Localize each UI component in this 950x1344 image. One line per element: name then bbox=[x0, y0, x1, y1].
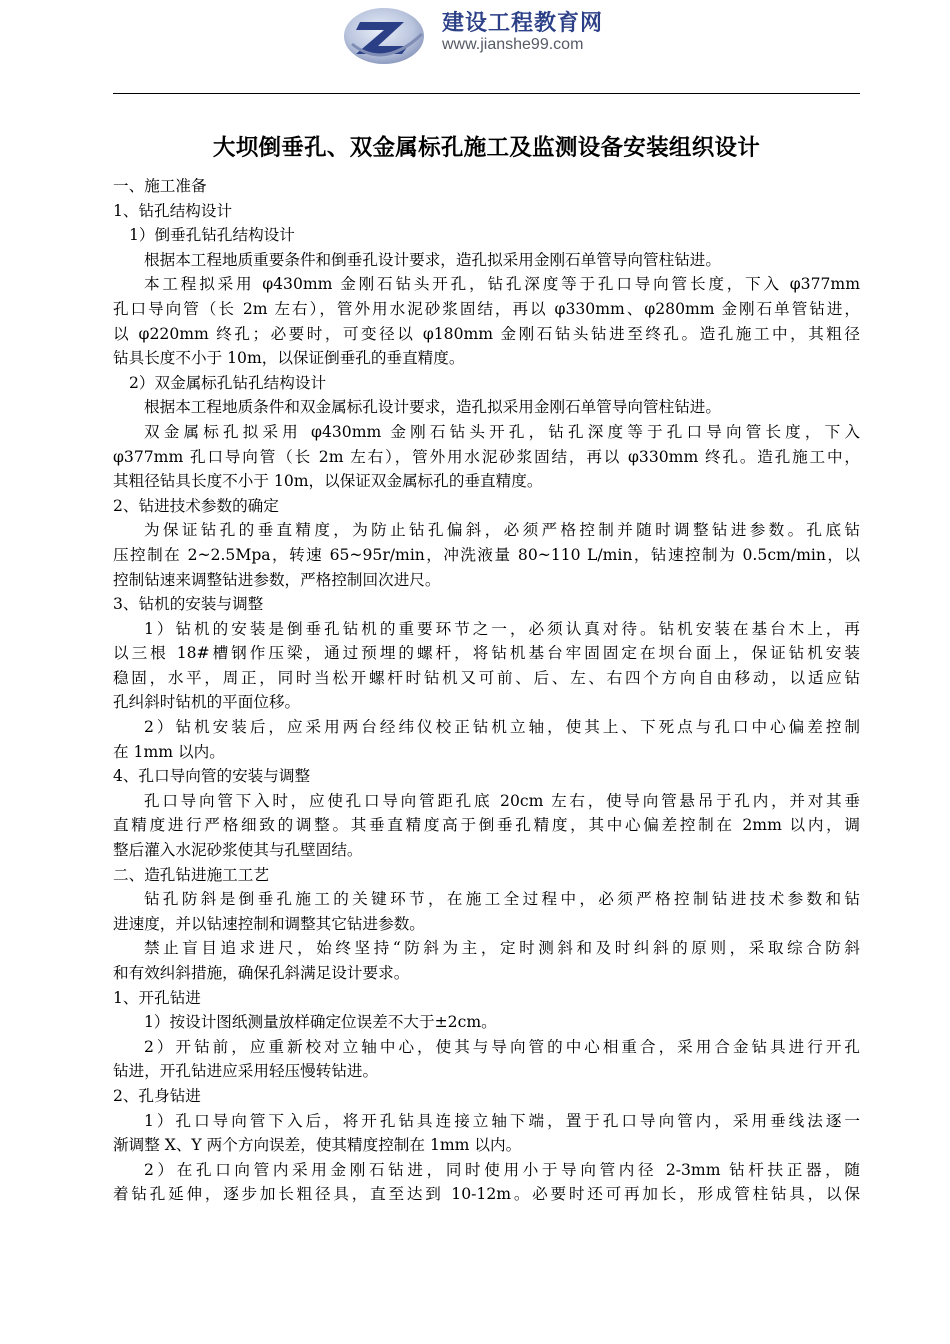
text-line: 其粗径钻具长度不小于 10m，以保证双金属标孔的垂直精度。 bbox=[113, 472, 543, 491]
text-line: 禁止盲目追求进尺，始终坚持“防斜为主，定时测斜和及时纠斜的原则，采取综合防斜 bbox=[144, 939, 860, 958]
text-line: 本工程拟采用 φ430mm 金刚石钻头开孔，钻孔深度等于孔口导向管长度，下入 φ377mm bbox=[144, 275, 860, 294]
logo-icon bbox=[338, 4, 430, 68]
text-line: 双金属标孔拟采用 φ430mm 金刚石钻头开孔，钻孔深度等于孔口导向管长度，下入 bbox=[144, 422, 860, 441]
header-divider bbox=[113, 93, 860, 94]
text-line: 进速度，并以钻速控制和调整其它钻进参数。 bbox=[113, 914, 425, 933]
document-title: 大坝倒垂孔、双金属标孔施工及监测设备安装组织设计 bbox=[212, 135, 761, 161]
text-line: 钻具长度不小于 10m，以保证倒垂孔的垂直精度。 bbox=[113, 349, 465, 368]
document-body bbox=[113, 130, 860, 1207]
text-line: 着钻孔延伸，逐步加长粗径具，直至达到 10-12m。必要时还可再加长，形成管柱钻具，以保 bbox=[113, 1185, 860, 1204]
text-line: 1）按设计图纸测量放样确定位误差不大于±2cm。 bbox=[144, 1013, 497, 1032]
text-line: 1、开孔钻进 bbox=[113, 988, 201, 1007]
text-line: 2）双金属标孔钻孔结构设计 bbox=[129, 373, 327, 392]
page-header bbox=[0, 0, 950, 95]
document-lines bbox=[113, 174, 860, 1207]
text-line: 2）钻机安装后，应采用两台经纬仪校正钻机立轴，使其上、下死点与孔口中心偏差控制 bbox=[144, 718, 860, 737]
text-line: 孔纠斜时钻机的平面位移。 bbox=[113, 693, 301, 712]
text-line: 2、钻进技术参数的确定 bbox=[113, 496, 279, 515]
text-line: 孔口导向管下入时，应使孔口导向管距孔底 20cm 左右，使导向管悬吊于孔内，并对其垂 bbox=[144, 791, 860, 810]
text-line: 整后灌入水泥砂浆使其与孔壁固结。 bbox=[113, 841, 363, 860]
text-line: 1）倒垂孔钻孔结构设计 bbox=[129, 226, 295, 245]
text-line: 钻孔防斜是倒垂孔施工的关键环节，在施工全过程中，必须严格控制钻进技术参数和钻 bbox=[144, 890, 860, 909]
text-line: 2）在孔口向管内采用金刚石钻进，同时使用小于导向管内径 2-3mm 钻杆扶正器，随 bbox=[144, 1160, 860, 1179]
text-line: 2、孔身钻进 bbox=[113, 1086, 201, 1105]
text-line: 1）孔口导向管下入后，将开孔钻具连接立轴下端，置于孔口导向管内，采用垂线法逐一 bbox=[144, 1111, 860, 1130]
text-line: 一、施工准备 bbox=[113, 177, 207, 195]
brand-name: 建设工程教育网 bbox=[442, 11, 604, 36]
text-line: 控制钻速来调整钻进参数，严格控制回次进尺。 bbox=[113, 570, 441, 589]
text-line: φ377mm 孔口导向管（长 2m 左右），管外用水泥砂浆固结，再以 φ330mm 终孔。造孔施工中， bbox=[113, 447, 860, 466]
text-line: 3、钻机的安装与调整 bbox=[113, 595, 264, 614]
text-line: 和有效纠斜措施，确保孔斜满足设计要求。 bbox=[113, 964, 410, 982]
text-line: 二、造孔钻进施工工艺 bbox=[113, 865, 269, 884]
text-line: 直精度进行严格细致的调整。其垂直精度高于倒垂孔精度，其中心偏差控制在 2mm 以内，调 bbox=[113, 816, 860, 835]
text-line: 1）钻机的安装是倒垂孔钻机的重要环节之一，必须认真对待。钻机安装在基台木上，再 bbox=[144, 619, 860, 638]
text-line: 4、孔口导向管的安装与调整 bbox=[113, 767, 311, 786]
text-line: 孔口导向管（长 2m 左右），管外用水泥砂浆固结，再以 φ330mm、φ280mm 金刚石单管钻进， bbox=[113, 299, 860, 318]
text-line: 1、钻孔结构设计 bbox=[113, 201, 233, 220]
text-line: 在 1mm 以内。 bbox=[113, 742, 225, 761]
text-line: 为保证钻孔的垂直精度，为防止钻孔偏斜，必须严格控制并随时调整钻进参数。孔底钻 bbox=[144, 521, 860, 540]
text-line: 根据本工程地质重要条件和倒垂孔设计要求，造孔拟采用金刚石单管导向管柱钻进。 bbox=[144, 250, 721, 269]
text-line: 2）开钻前，应重新校对立轴中心，使其与导向管的中心相重合，采用合金钻具进行开孔 bbox=[144, 1037, 860, 1056]
brand-url[interactable]: www.jianshe99.com bbox=[442, 36, 584, 53]
text-line: 以三根 18#槽钢作压梁，通过预埋的螺杆，将钻机基台牢固固定在坝台面上，保证钻机安装 bbox=[113, 644, 860, 663]
text-line: 渐调整 X、Y 两个方向误差，使其精度控制在 1mm 以内。 bbox=[113, 1136, 522, 1155]
text-line: 稳固，水平，周正，同时当松开螺杆时钻机又可前、后、左、右四个方向自由移动，以适应钻 bbox=[113, 668, 860, 687]
text-line: 以 φ220mm 终孔；必要时，可变径以 φ180mm 金刚石钻头钻进至终孔。造孔施工中，其粗径 bbox=[113, 324, 860, 343]
text-line: 钻进，开孔钻进应采用轻压慢转钻进。 bbox=[113, 1062, 379, 1081]
text-line: 根据本工程地质条件和双金属标孔设计要求，造孔拟采用金刚石单管导向管柱钻进。 bbox=[144, 398, 721, 417]
text-line: 压控制在 2~2.5Mpa，转速 65~95r/min，冲洗液量 80~110 L/min，钻速控制为 0.5cm/min，以 bbox=[113, 545, 860, 564]
